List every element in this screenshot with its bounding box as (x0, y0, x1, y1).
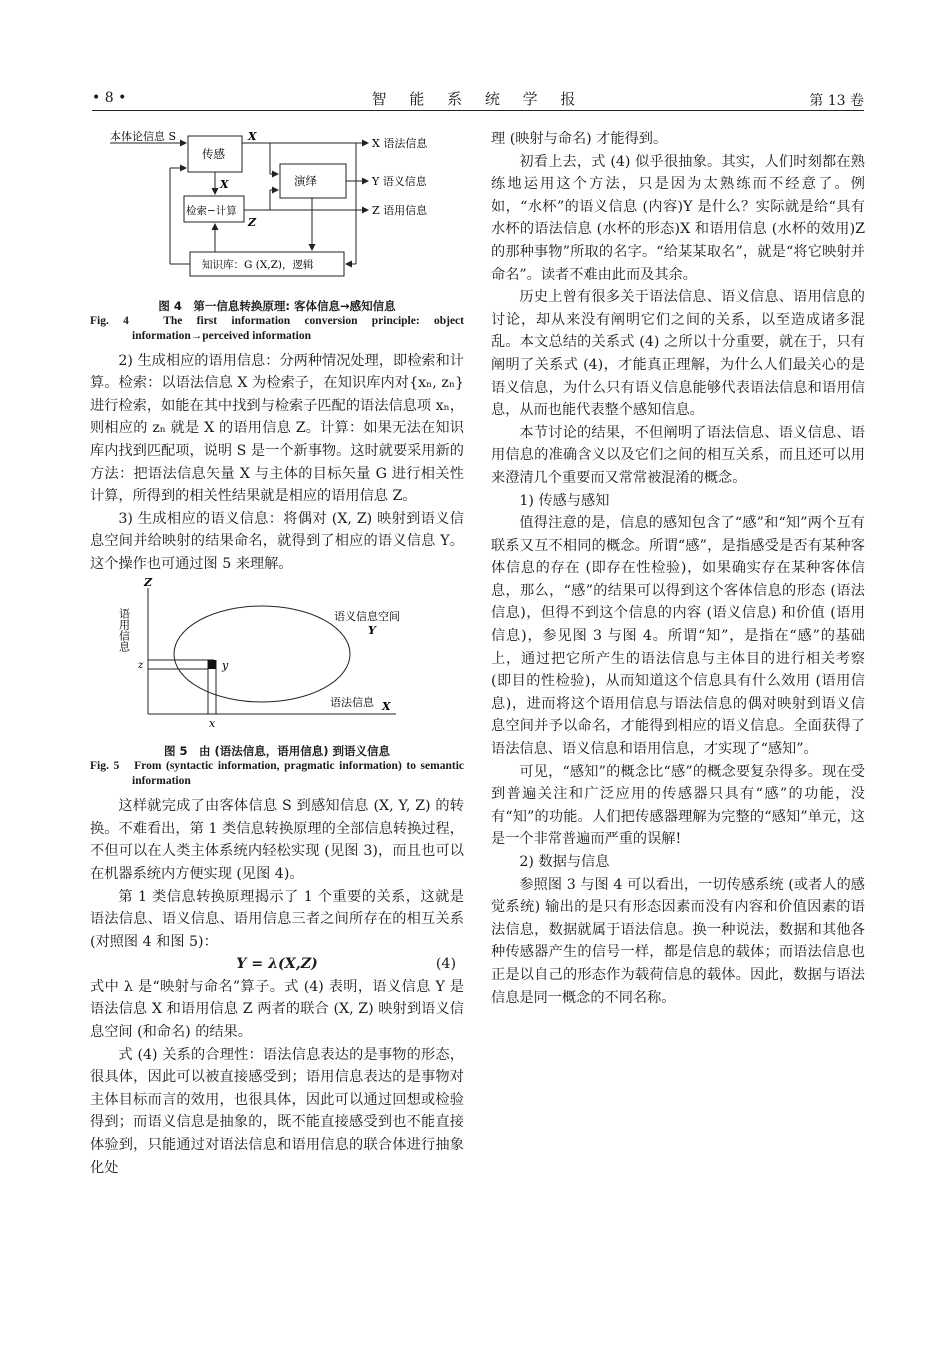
right-paragraph-6: 可见，“感知”的概念比“感”的概念要复杂得多。现在受到普遍关注和广泛应用的传感器只具有“感”的功能，没有“知”的功能。人们把传感器理解为完整的“感知”单元，这是一个非常普遍而严重的误解! (491, 763, 865, 848)
fig5-syn-label: 语法信息 (330, 695, 374, 709)
left-paragraph-5: 式中 λ 是“映射与命名”算子。式 (4) 表明，语义信息 Y 是语法信息 X 和语用信息 Z 两者的联合 (X, Z) 映射到语义信息空间 (和命名) 的结果。 (90, 978, 464, 1041)
fig4-sem-output: Y 语义信息 (372, 175, 427, 188)
fig4-sensing-label: 传感 (202, 147, 225, 161)
right-paragraph-2: 初看上去，式 (4) 似乎很抽象。其实，人们时刻都在熟练地运用这个方法，只是因为太熟练而不经意了。例如，“水杯”的语义信息 (内容)Y 是什么？实际就是给“具有水杯的语法信息 (水杯的形态)X 和语用信息 (水杯的效用)Z 的那种事物”所取的名字。“给某某取名”，就是“将它映射并命名”。读者不难由此而及其余。 (491, 153, 865, 283)
left-paragraph-2: 3) 生成相应的语义信息：将偶对 (X, Z) 映射到语义信息空间并给映射的结果命名，就得到了相应的语义信息 Y。这个操作也可通过图 5 来理解。 (90, 510, 464, 572)
fig4-x-mid: X (220, 178, 229, 191)
figure-5 (90, 576, 464, 790)
fig5-space-label: 语义信息空间 (334, 609, 400, 623)
fig5-Y-label: Y (368, 623, 376, 637)
fig5-z-point: z (138, 659, 144, 671)
fig5-z-axis: Z (143, 575, 153, 589)
figure-5-caption-en: Fig. 5 From (syntactic information, pragmatic information) to semantic information (90, 760, 464, 788)
right-paragraph-5: 值得注意的是，信息的感知包含了“感”和“知”两个互有联系又互不相同的概念。所谓“感”，是指感受是否有某种客体信息的存在 (即存在性检验)，如果确实存在某种客体信息，那么，“感”的结果可以得到这个客体信息的形态 (语法信息)，但得不到这个信息的内容 (语义信息) 和价值 (语用信息)，参见图 3 与图 4。所谓“知”，是指在“感”的基础上，通过把它所产生的语法信息与主体目的进行相关考察 (即目的性检验)，从而知道这个信息具有什么效用 (语用信息)，进而将这个语用信息与语法信息的偶对映射到语义信息空间并予以命名，才能得到相应的语义信息。全面获得了语法信息、语义信息和语用信息，才实现了“感知”。 (491, 515, 865, 758)
fig4-source-label: 本体论信息 S (110, 130, 177, 143)
left-paragraph-4: 第 1 类信息转换原理揭示了 1 个重要的关系，这就是语法信息、语义信息、语用信息三者之间所存在的相互关系 (对照图 4 和图 5)： (90, 888, 464, 950)
left-paragraph-1: 2) 生成相应的语用信息：分两种情况处理，即检索和计算。检索：以语法信息 X 为检索子，在知识库内对{xₙ, zₙ}进行检索，如能在其中找到与检索子匹配的语法信息项 xₙ，则相应的 zₙ 就是 X 的语用信息 Z。计算：如果无法在知识库内找到匹配项，说明 S 是一个新事物。这时就要采用新的方法：把语法信息矢量 X 与主体的目标矢量 G 进行相关性计算，所得到的相关性结果就是相应的语用信息 Z。 (90, 352, 464, 505)
right-paragraph-3: 历史上曾有很多关于语法信息、语义信息、语用信息的讨论，却从来没有阐明它们之间的关系，以至造成诸多混乱。本文总结的关系式 (4) 之所以十分重要，就在于，只有阐明了关系式 (4)，才能真正理解，为什么人们最关心的是语义信息，为什么只有语义信息能够代表语法信息和语用信息，从而也能代表整个感知信息。 (491, 289, 865, 419)
equation-4-number: (4) (435, 956, 456, 973)
fig4-kb-label: 知识库：G (X,Z)，逻辑 (202, 259, 314, 271)
fig4-x-top: X (248, 130, 257, 143)
right-column (491, 128, 865, 1009)
page-number: • 8 • (92, 90, 127, 106)
figure-5-diagram (90, 576, 464, 736)
equation-4-body: Y = λ(X,Z) (236, 956, 318, 973)
fig4-prag-output: Z 语用信息 (372, 204, 428, 217)
semantic-point (208, 660, 216, 669)
fig4-deduce-label: 演绎 (294, 174, 317, 188)
fig4-z-mid: Z (248, 216, 257, 229)
section-heading-sensing: 1) 传感与感知 (519, 492, 610, 509)
fig5-y-point: y (222, 658, 229, 672)
fig4-retrieve-label: 检索−计算 (186, 205, 237, 217)
equation-4 (90, 953, 464, 976)
left-paragraph-3: 这样就完成了由客体信息 S 到感知信息 (X, Y, Z) 的转换。不难看出，第 1 类信息转换原理的全部信息转换过程，不但可以在人类主体系统内轻松实现 (见图 3)，而且也可以在机器系统内方便实现 (见图 4)。 (90, 798, 464, 882)
figure-4-diagram (90, 128, 464, 290)
figure-4-caption-cn: 图 4 第一信息转换原理: 客体信息→感知信息 (158, 298, 396, 313)
right-paragraph-7: 参照图 3 与图 4 可以看出，一切传感系统 (或者人的感觉系统) 输出的是只有形态因素而没有内容和价值因素的语法信息，数据就属于语法信息。换一种说法，数据和其他各种传感器产生的信号一样，都是信息的载体；而语法信息也正是以自己的形态作为载荷信息的载体。因此，数据与语法信息是同一概念的不同名称。 (491, 876, 865, 1006)
right-paragraph-1: 理 (映射与命名) 才能得到。 (491, 131, 668, 147)
journal-title: 智 能 系 统 学 报 (371, 90, 585, 108)
page-header (92, 88, 864, 111)
left-column (90, 128, 464, 1179)
figure-5-caption-cn: 图 5 由 (语法信息，语用信息) 到语义信息 (163, 744, 391, 759)
fig5-X-label: X (382, 699, 391, 713)
volume-label: 第 13 卷 (809, 93, 864, 109)
figure-4-caption-en: Fig. 4 The first information conversion principle: object information→perceived information (90, 314, 464, 342)
left-paragraph-6: 式 (4) 关系的合理性：语法信息表达的是事物的形态，很具体，因此可以被直接感受到；语用信息表达的是事物对主体目标而言的效用，也很具体，因此可以通过回想或检验得到；而语义信息是抽象的，既不能直接感受到也不能直接体验到，只能通过对语法信息和语用信息的联合体进行抽象化处 (90, 1046, 464, 1176)
right-paragraph-4: 本节讨论的结果，不但阐明了语法信息、语义信息、语用信息的准确含义以及它们之间的相互关系，而且还可以用来澄清几个重要而又常常被混淆的概念。 (491, 424, 865, 486)
fig5-x-point: x (209, 716, 216, 730)
fig5-z-axis-cn: 语用信息 (117, 607, 131, 652)
figure-4 (90, 128, 464, 344)
semantic-space-ellipse (174, 606, 350, 702)
section-heading-data: 2) 数据与信息 (519, 854, 610, 870)
fig4-syn-output: X 语法信息 (372, 137, 428, 150)
